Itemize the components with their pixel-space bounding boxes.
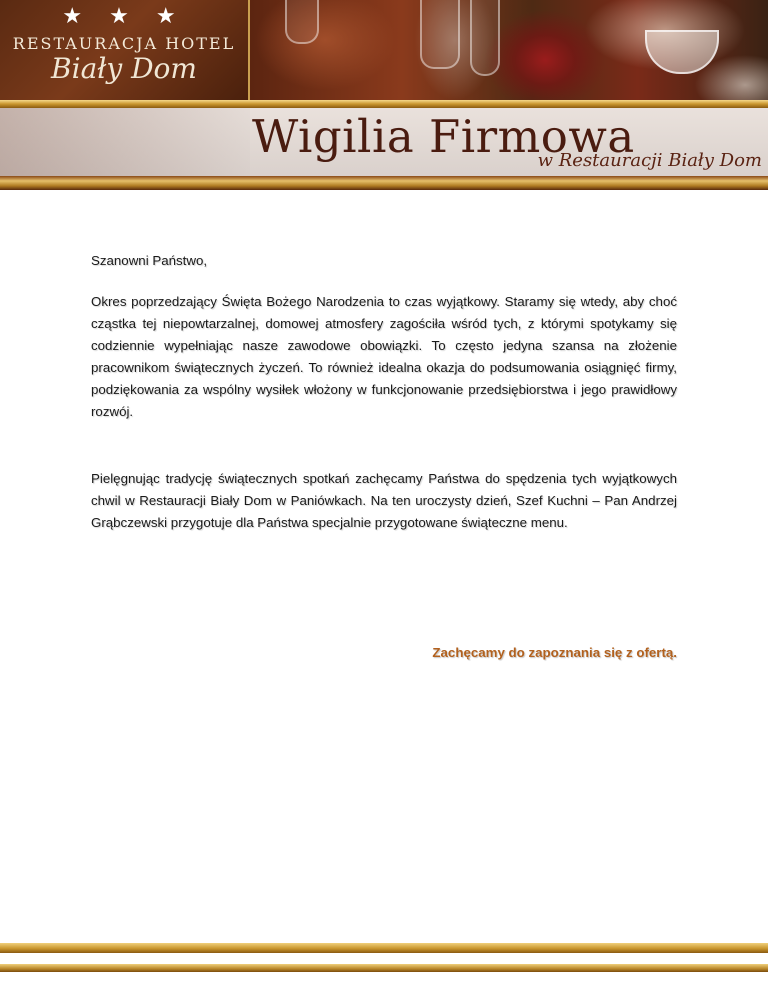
paragraph-tradition: Pielęgnując tradycję świątecznych spotkań zachęcamy Państwa do spędzenia tych wyjątkowych chwil w Restauracji Biały Dom w Paniówkach. Na ten uroczysty dzień, Szef Kuchni – Pan Andrzej Grąbczewski przygotuje dla Państwa specjalnie przygotowane świąteczne menu. (91, 471, 677, 530)
paragraph-intro: Okres poprzedzający Święta Bożego Narodzenia to czas wyjątkowy. Staramy się wtedy, aby choć cząstka tej niepowtarzalnej, domowej atmosfery zagościła wśród tych, z którymi spotykamy się codziennie wypełniając nasze zawodowe obowiązki. To często jedyna szansa na złożenie pracownikom świątecznych życzeń. To również idealna okazja do podsumowania osiągnięć firmy, podziękowania za wspólny wysiłek włożony w funkcjonowanie przedsiębiorstwa i jego prawidłowy rozwój. (91, 294, 677, 419)
wine-glass-image (420, 0, 460, 69)
teacup-image (645, 30, 719, 74)
title-band-shade (0, 108, 250, 176)
footer-gold-stripe (0, 964, 768, 972)
letter-body (91, 250, 677, 534)
wine-glass-image (470, 0, 500, 76)
closing-line: Zachęcamy do zapoznania się z ofertą. (432, 645, 677, 660)
header-banner (0, 0, 768, 190)
page-subtitle: w Restauracji Biały Dom (537, 150, 762, 171)
wine-glass-image (285, 0, 319, 44)
gold-divider (0, 176, 768, 190)
hotel-logo (0, 0, 250, 102)
footer-gold-stripe (0, 943, 768, 953)
rating-stars-icon: ★ ★ ★ (62, 4, 186, 29)
logo-brand-script: Biały Dom (51, 52, 197, 85)
logo-brand-line: RESTAURACJA HOTEL (12, 34, 236, 53)
page-title: Wigilia Firmowa (252, 110, 635, 163)
gold-divider (0, 100, 768, 108)
salutation: Szanowni Państwo, (91, 253, 208, 268)
table-setting-photo (245, 0, 768, 108)
